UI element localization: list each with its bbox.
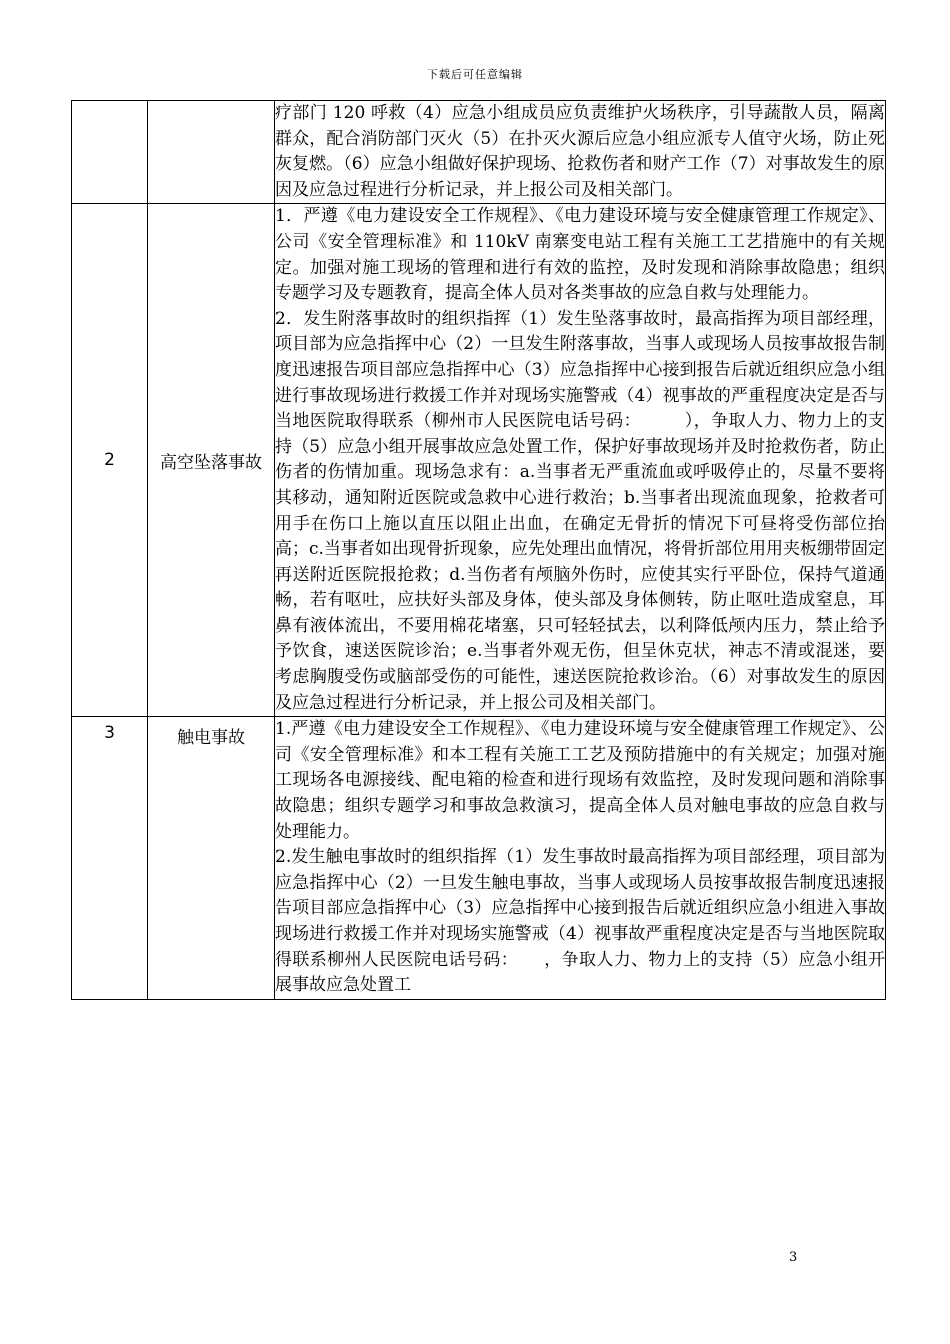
- row-number: [72, 101, 148, 204]
- table-row: [72, 717, 886, 1000]
- measures-paragraph: 疗部门 120 呼救（4）应急小组成员应负责维护火场秩序，引导蔬散人员，隔离群众，配合消防部门灭火（5）在扑灭火源后应急小组应派专人值守火场，防止死灰复燃。（6）应急小组做好保护现场、抢救伤者和财产工作（7）对事故发生的原因及应急过程进行分析记录，并上报公司及相关部门。: [275, 103, 885, 200]
- measures-paragraph: 1．严遵《电力建设安全工作规程》、《电力建设环境与安全健康管理工作规定》、公司《安全管理标准》和 110kV 南寨变电站工程有关施工工艺措施中的有关规定。加强对施工现场的管理和进行有效的监控，及时发现和消除事故隐患；组织专题学习及专题教育，提高全体人员对各类事故的应急自救与处理能力。: [275, 206, 885, 304]
- measures-cell: [275, 717, 886, 1000]
- accident-type: [148, 101, 275, 204]
- page-number: 3: [789, 1250, 798, 1265]
- measures-paragraph: 2.发生触电事故时的组织指挥（1）发生事故时最高指挥为项目部经理，项目部为应急指挥中心（2）一旦发生触电事故，当事人或现场人员按事故报告制度迅速报告项目部应急指挥中心（3）应急指挥中心接到报告后就近组织应急小组进入事故现场进行救援工作并对现场实施警戒（4）视事故严重程度决定是否与当地医院取得联系柳州人民医院电话号码： ，争取人力、物力上的支持（5）应急小组开展事故应急处置工: [275, 847, 885, 996]
- measures-cell: [275, 204, 886, 717]
- header-note: 下载后可任意编辑: [427, 68, 523, 81]
- measures-paragraph: 1.严遵《电力建设安全工作规程》、《电力建设环境与安全健康管理工作规定》、公司《安全管理标准》和本工程有关施工工艺及预防措施中的有关规定；加强对施工现场各电源接线、配电箱的检查和进行现场有效监控，及时发现问题和消除事故隐患；组织专题学习和事故急救演习，提高全体人员对触电事故的应急自救与处理能力。: [275, 719, 885, 842]
- row-number: 2: [72, 204, 148, 717]
- measures-cell: [275, 101, 886, 204]
- accident-type: 触电事故: [148, 717, 275, 1000]
- emergency-table: [71, 100, 886, 1000]
- table-row: [72, 101, 886, 204]
- table-row: [72, 204, 886, 717]
- row-number: 3: [72, 717, 148, 1000]
- measures-paragraph: 2．发生附落事故时的组织指挥（1）发生坠落事故时，最高指挥为项目部经理，项目部为应急指挥中心（2）一旦发生附落事故，当事人或现场人员按事故报告制度迅速报告项目部应急指挥中心（3）应急指挥中心接到报告后就近组织应急小组进行事故现场进行救援工作并对现场实施警戒（4）视事故的严重程度决定是否与当地医院取得联系（柳州市人民医院电话号码： ），争取人力、物力上的支持（5）应急小组开展事故应急处置工作，保护好事故现场并及时抢救伤者，防止伤者的伤情加重。现场急求有：a.当事者无严重流血或呼吸停止的，尽量不要将其移动，通知附近医院或急救中心进行救治；b.当事者出现流血现象，抢救者可用手在伤口上施以直压以阻止出血，在确定无骨折的情况下可昼将受伤部位抬高；c.当事者如出现骨折现象，应先处理出血情况，将骨折部位用用夹板绷带固定再送附近医院报抢救；d.当伤者有颅脑外伤时，应使其实行平卧位，保持气道通畅，若有呕吐，应扶好头部及身体，使头部及身体侧转，防止呕吐造成窒息，耳鼻有液体流出，不要用棉花堵塞，只可轻轻拭去，以利降低颅内压力，禁止给予予饮食，速送医院诊治；e.当事者外观无伤，但呈休克状，神志不清或混迷，要考虑胸腹受伤或脑部受伤的可能性，速送医院抢救诊治。（6）对事故发生的原因及应急过程进行分析记录，并上报公司及相关部门。: [275, 308, 885, 713]
- accident-type: 高空坠落事故: [148, 204, 275, 717]
